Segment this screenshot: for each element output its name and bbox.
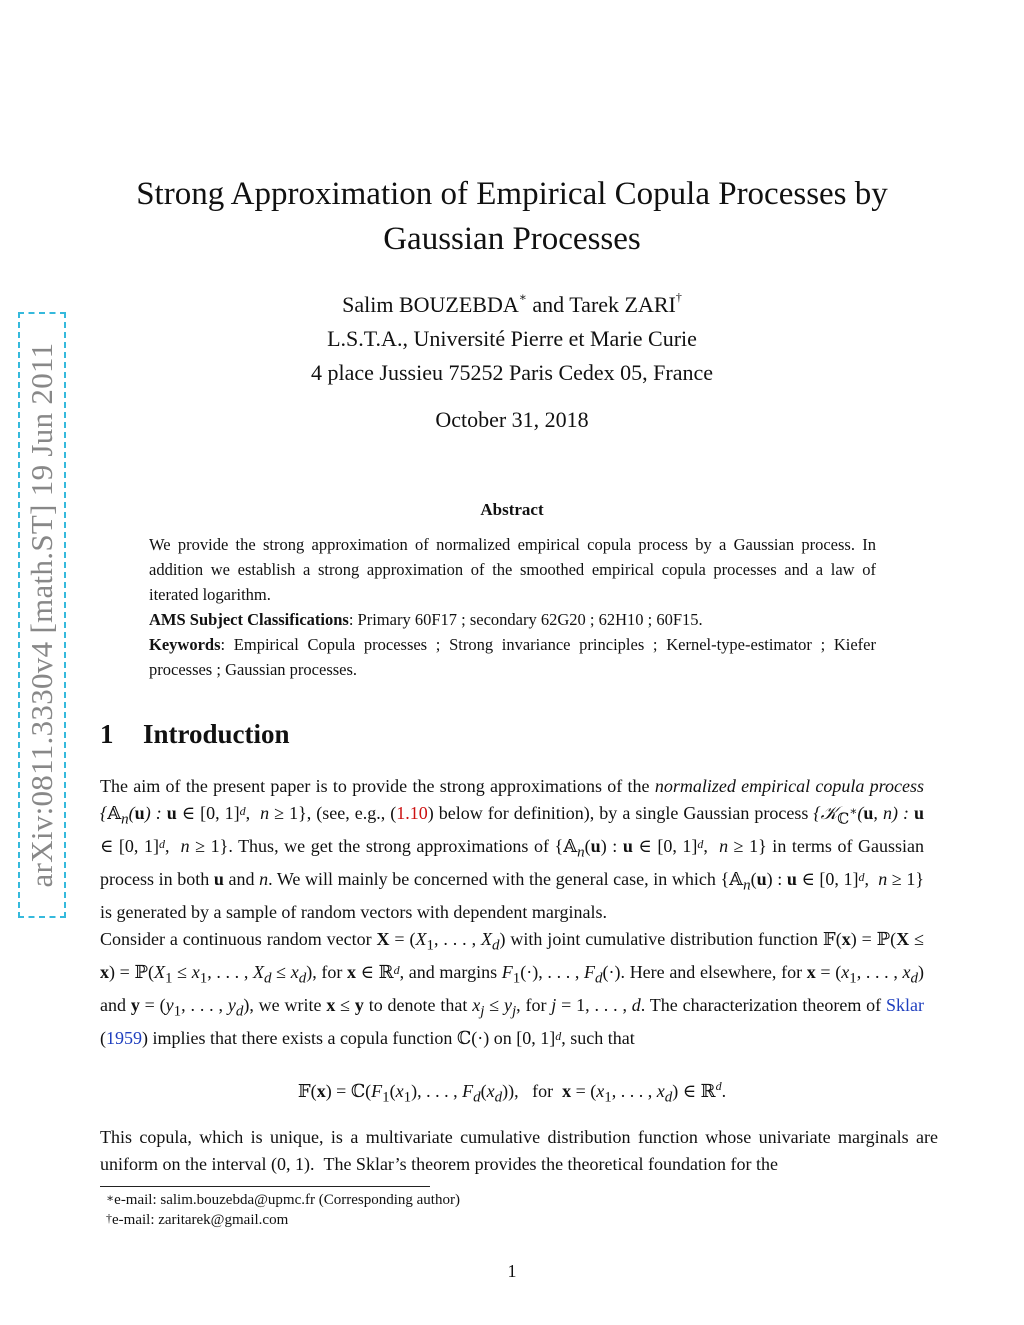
author-2: Tarek ZARI [569,292,676,317]
paragraph-1: The aim of the present paper is to provide the strong approximations of the normalized empirical copula process {𝔸$_n$(u) : u ∈ [0, 1]$^d$, n ≥ 1}, (see, e.g., (1.10) below for definition), by a single Gaussian process {𝒦$_ℂ$∗(u, n) : u ∈ [0, 1]$^d$, n ≥ 1}. Thus, we get the strong approximations of {𝔸$_n$(u) : u ∈ [0, 1]$^d$, n ≥ 1} in terms of Gaussian process in both u and n. We will mainly be concerned with the general case, in which {𝔸$_n$(u) : u ∈ [0, 1]$^d$, n ≥ 1} is generated by a sample of random vectors with dependent marginals. [100,776,925,923]
author-2-footnote-mark: † [675,290,682,304]
paper-title [100,172,924,262]
footnote-2 [106,1210,460,1230]
title-line-1: Strong Approximation of Empirical Copula Processes by [136,176,888,212]
author-1: Salim BOUZEBDA [342,292,519,317]
ams-classifications [149,607,876,632]
abstract [149,532,876,682]
page-number: 1 [507,1261,517,1281]
paragraph-2: Consider a continuous random vector $X = (X_1$, . . . , $X_d$) with joint cumulative distribution function 𝔽(x) = ℙ(X ≤ $x) = ℙ(X_1 \le x_1$, . . . , $X_d \le x_d$), for x ∈ ℝ$^d$, and margins $F_1(\cdot)$, . . . , $F_d(\cdot)$. Here and elsewhere, for $x = (x_1$, . . . , $x_d$) and $y = (y_1$, . . . , $y_d$), we write x ≤ y to denote that $x_j \le y_j$, for j = 1, . . . , d. The characterization theorem of Sklar (1959) implies that there exists a copula function ℂ(·) on [0, 1]$^d$, such that [100,928,925,1049]
footnotes [106,1190,460,1230]
footnote-2-text: e-mail: zaritarek@gmail.com [112,1212,289,1228]
footnote-1 [106,1190,460,1210]
author-1-footnote-mark: ∗ [518,290,527,304]
citation-year-link[interactable]: 1959 [106,1028,142,1049]
abstract-text: We provide the strong approximation of normalized empirical copula process by a Gaussian process. In addition we establish a strong approximation of the smoothed empirical copula processes and a law of iterated logarithm. [149,535,876,604]
author-conjunction: and [526,292,570,317]
section-heading [100,719,290,750]
keywords-label: Keywords [149,635,221,654]
title-line-2: Gaussian Processes [383,221,641,257]
equation-ref-link[interactable]: 1.10 [396,802,428,823]
abstract-heading: Abstract [480,500,544,519]
date: October 31, 2018 [435,407,589,432]
equation-copula: 𝔽(x) = $ℂ(F_1(x_1)$, . . . , $F_d(x_d)$), for $x = (x_1$, . . . , $x_d$) ∈ ℝ$^d$. [297,1079,727,1106]
ams-label: AMS Subject Classifications [149,610,349,629]
authors [100,292,924,318]
paragraph-3: This copula, which is unique, is a multivariate cumulative distribution function whose univariate marginals are uniform on the interval (0, 1). The Sklar’s theorem provides the theoretical foundation for the [100,1127,938,1174]
section-number: 1 [100,719,114,749]
citation-author-link[interactable]: Sklar [886,995,925,1016]
footnote-2-mark: † [106,1211,112,1225]
footnote-1-text: e-mail: salim.bouzebda@upmc.fr (Corresponding author) [114,1192,460,1208]
ams-text: : Primary 60F17 ; secondary 62G20 ; 62H10 ; 60F15. [348,610,703,629]
introduction-body [100,773,924,1052]
footnote-rule [100,1186,430,1187]
affiliation: L.S.T.A., Université Pierre et Marie Curie [327,326,697,351]
section-title: Introduction [143,719,290,749]
address: 4 place Jussieu 75252 Paris Cedex 05, France [310,360,714,385]
arxiv-identifier-text: arXiv:0811.3330v4 [math.ST] 19 Jun 2011 [24,342,59,888]
arxiv-identifier [18,312,66,918]
keywords [149,632,876,682]
keywords-text: : Empirical Copula processes ; Strong invariance principles ; Kernel-type-estimator ; Kiefer processes ; Gaussian processes. [149,635,876,679]
footnote-1-mark: ∗ [106,1191,115,1205]
